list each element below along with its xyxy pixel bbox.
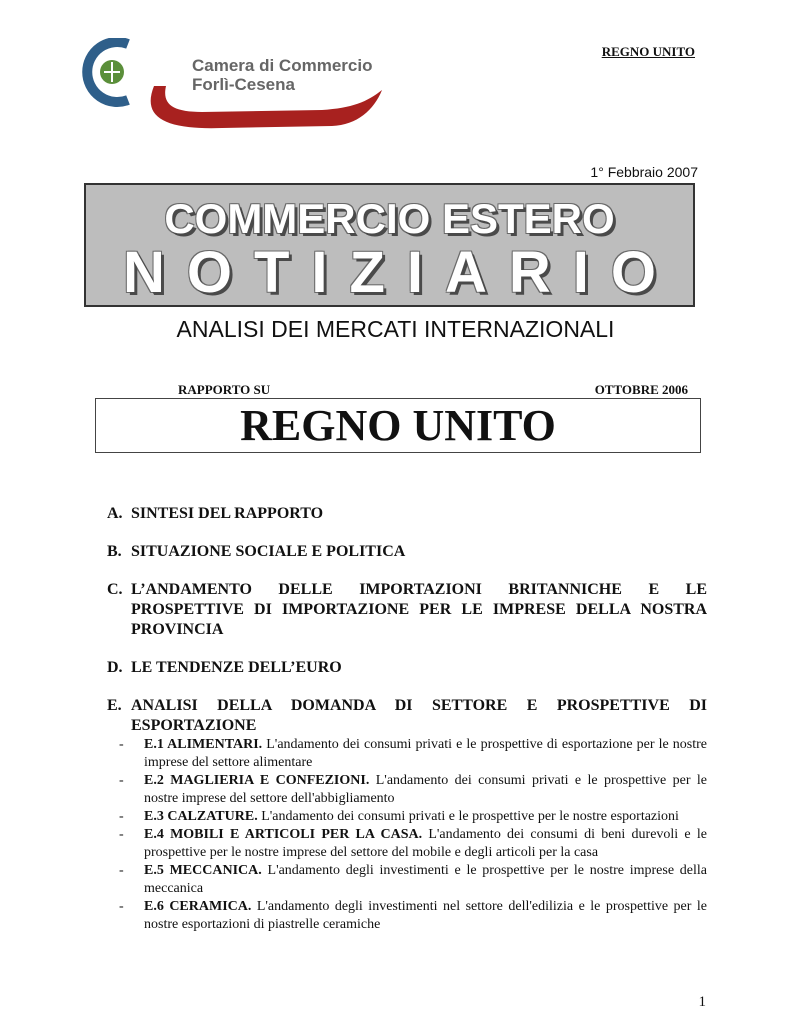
title-banner	[84, 183, 695, 307]
document-subtitle: ANALISI DEI MERCATI INTERNAZIONALI	[176, 316, 615, 342]
toc-letter: E.	[107, 697, 122, 714]
toc-text: SINTESI DEL RAPPORTO	[131, 505, 324, 522]
list-dash: -	[119, 737, 124, 752]
country-title: REGNO UNITO	[240, 401, 556, 450]
chamber-logo	[82, 38, 387, 133]
sub-item-title: E.5 MECCANICA.	[144, 863, 262, 878]
toc-letter: C.	[107, 581, 123, 598]
toc-text: SITUAZIONE SOCIALE E POLITICA	[131, 543, 406, 560]
sub-item-text: L'andamento dei consumi privati e le prospettive per le nostre esportazioni	[257, 809, 679, 824]
logo-line-1: Camera di Commercio	[192, 56, 373, 75]
toc-text: ANALISI DELLA DOMANDA DI SETTORE E PROSPETTIVE DI ESPORTAZIONE	[131, 697, 707, 734]
sub-item-title: E.6 CERAMICA.	[144, 899, 252, 914]
list-item	[107, 826, 707, 862]
header-country-tag: REGNO UNITO	[601, 44, 695, 59]
list-item	[107, 736, 707, 772]
list-item	[107, 808, 707, 826]
publication-date: 1° Febbraio 2007	[590, 164, 698, 180]
banner-subtitle: NOTIZIARIO	[122, 240, 679, 305]
sub-item-title: E.3 CALZATURE.	[144, 809, 258, 824]
toc-item-a	[107, 504, 707, 524]
toc-letter: A.	[107, 505, 123, 522]
sub-item-text: L'andamento dei consumi di beni durevoli e le prospettive per le nostre imprese del settore del mobile e degli articoli per la casa	[144, 827, 707, 860]
sector-sub-list	[107, 736, 707, 934]
list-dash: -	[119, 809, 124, 824]
sub-item-text: L'andamento dei consumi privati e le prospettive di esportazione per le nostre imprese del settore alimentare	[144, 737, 708, 770]
sub-item-title: E.1 ALIMENTARI.	[144, 737, 263, 752]
sub-item-text: L'andamento dei consumi privati e le prospettive per le nostre imprese del settore dell'abbigliamento	[144, 773, 707, 806]
report-period: OTTOBRE 2006	[594, 382, 688, 397]
list-item	[107, 898, 707, 934]
toc-letter: D.	[107, 659, 123, 676]
sub-item-title: E.2 MAGLIERIA E CONFEZIONI.	[144, 773, 370, 788]
sub-item-text: L'andamento degli investimenti nel settore dell'edilizia e le prospettive per le nostre esportazioni di piastrelle ceramiche	[144, 899, 708, 932]
list-dash: -	[119, 827, 124, 842]
list-dash: -	[119, 773, 124, 788]
toc-text: LE TENDENZE DELL’EURO	[131, 659, 342, 676]
list-dash: -	[119, 899, 124, 914]
list-dash: -	[119, 863, 124, 878]
toc-item-e	[107, 696, 707, 736]
country-title-box	[95, 398, 701, 453]
toc-item-d	[107, 658, 707, 678]
list-item	[107, 862, 707, 898]
toc-letter: B.	[107, 543, 122, 560]
report-label: RAPPORTO SU	[178, 382, 271, 397]
logo-line-2: Forlì-Cesena	[192, 75, 295, 94]
toc-item-c	[107, 580, 707, 640]
banner-title: COMMERCIO ESTERO	[164, 195, 615, 242]
sub-item-text: L'andamento degli investimenti e le prospettive per le nostre imprese della meccanica	[144, 863, 708, 896]
list-item	[107, 772, 707, 808]
toc-text: L’ANDAMENTO DELLE IMPORTAZIONI BRITANNICHE E LE PROSPETTIVE DI IMPORTAZIONE PER LE IMPRESE DELLA NOSTRA PROVINCIA	[131, 581, 707, 638]
page-number: 1	[698, 994, 706, 1010]
toc-item-b	[107, 542, 707, 562]
table-of-contents	[107, 504, 707, 934]
sub-item-title: E.4 MOBILI E ARTICOLI PER LA CASA.	[144, 827, 423, 842]
